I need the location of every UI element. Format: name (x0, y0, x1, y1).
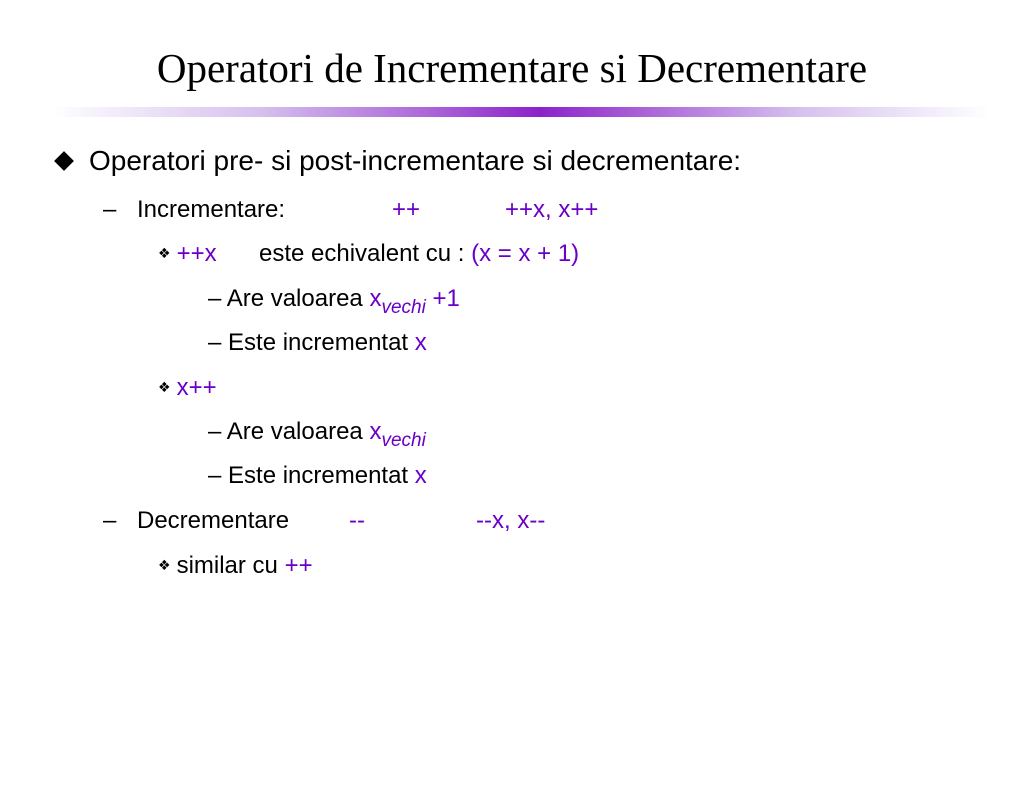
pre-increment-item (158, 238, 217, 270)
increment-operator: ++ (392, 196, 421, 223)
decrement-label: Decrementare (137, 507, 290, 534)
pre-increment-equiv: (x = x + 1) (471, 240, 580, 267)
pre-increment-effect: – Este incrementat x (208, 329, 427, 356)
clover-bullet-icon: ❖ (158, 558, 171, 574)
pre-increment-text: este echivalent cu : (x = x + 1) (259, 240, 580, 267)
clover-bullet-icon: ❖ (158, 380, 171, 396)
clover-bullet-icon: ❖ (158, 246, 171, 262)
pre-increment-term: ++x (176, 240, 217, 267)
dash: – (103, 507, 117, 534)
decrement-operator: -- (349, 507, 365, 534)
bullet-decrement (103, 505, 116, 537)
post-increment-value: – Are valoarea $x_{vechi}$ (208, 418, 426, 451)
decrement-forms: --x, x-- (476, 507, 546, 534)
bullet-increment (103, 194, 116, 226)
diamond-bullet-icon (54, 151, 74, 171)
increment-label: Incrementare: (137, 196, 286, 223)
dash: – (103, 196, 117, 223)
post-increment-term: x++ (176, 374, 217, 401)
similar-text: similar cu (176, 552, 278, 579)
similar-op: ++ (284, 552, 313, 579)
post-increment-item (158, 372, 217, 404)
increment-forms: ++x, x++ (505, 196, 599, 223)
pre-increment-value: – Are valoarea $x_{vechi} +1$ (208, 285, 460, 318)
title-divider (50, 107, 990, 117)
slide-title: Operatori de Incrementare si Decrementare (156, 45, 868, 91)
similar-item (158, 550, 313, 582)
bullet-main-text: Operatori pre- si post-incrementare si decrementare: (89, 145, 742, 176)
post-increment-effect: – Este incrementat x (208, 462, 427, 489)
bullet-main (57, 145, 741, 177)
